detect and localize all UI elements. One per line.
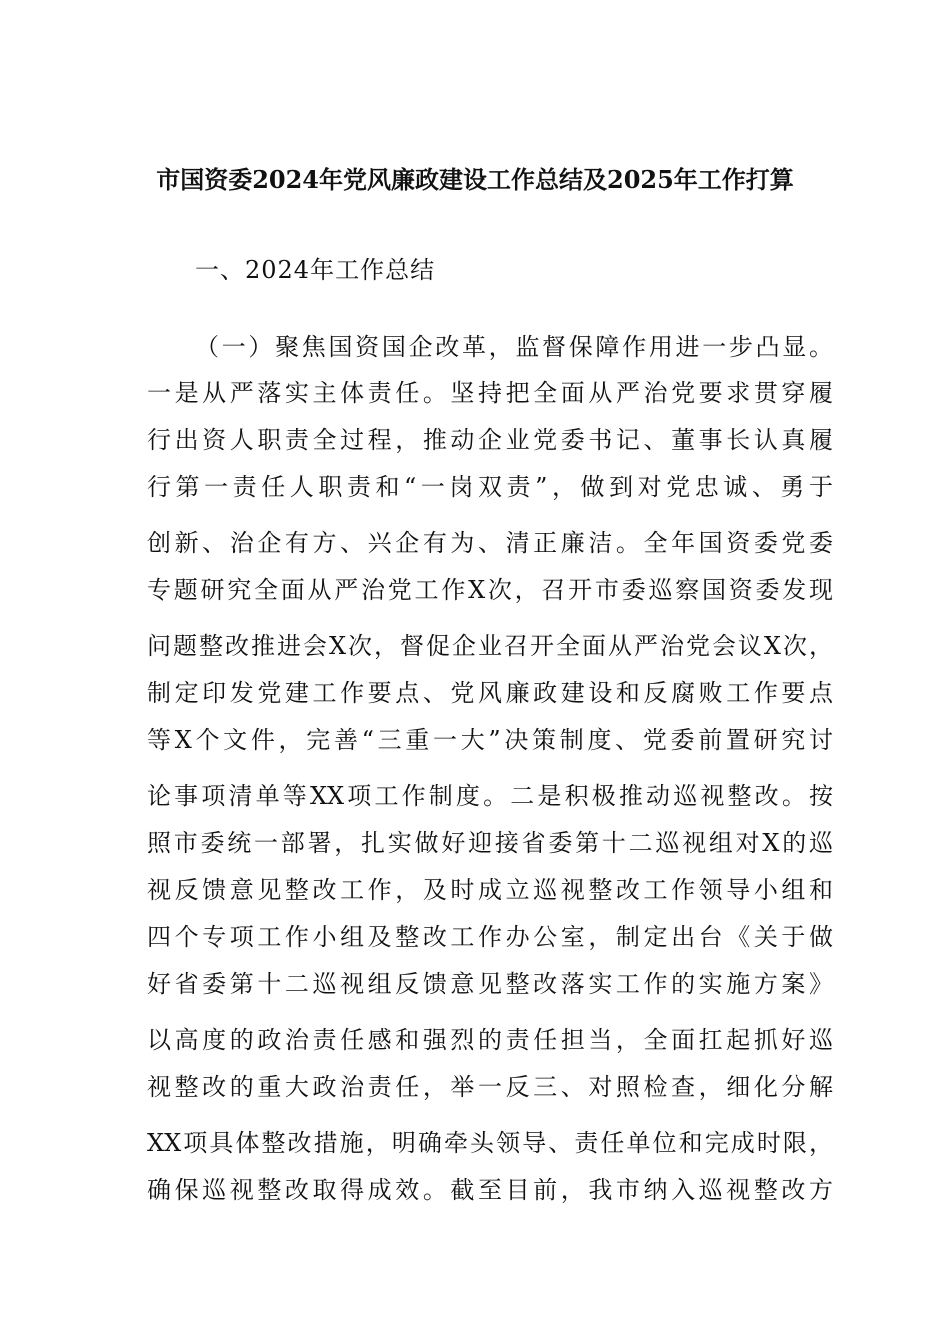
paragraph-line: 专题研究全面从严治党工作X次，召开市委巡察国资委发现 bbox=[147, 576, 833, 604]
paragraph-line: 以高度的政治责任感和强烈的责任担当，全面扛起抓好巡 bbox=[147, 1026, 833, 1054]
paragraph-line: 制定印发党建工作要点、党风廉政建设和反腐败工作要点 bbox=[147, 679, 833, 707]
paragraph-line: 行出资人职责全过程，推动企业党委书记、董事长认真履 bbox=[147, 426, 833, 454]
paragraph-line: 四个专项工作小组及整改工作办公室，制定出台《关于做 bbox=[147, 923, 833, 951]
paragraph-line: 一是从严落实主体责任。坚持把全面从严治党要求贯穿履 bbox=[147, 379, 833, 407]
paragraph-line: 好省委第十二巡视组反馈意见整改落实工作的实施方案》 bbox=[147, 970, 833, 998]
paragraph-line: 照市委统一部署，扎实做好迎接省委第十二巡视组对X的巡 bbox=[147, 829, 833, 857]
paragraph-line: 创新、治企有方、兴企有为、清正廉洁。全年国资委党委 bbox=[147, 529, 833, 557]
paragraph-line: 行第一责任人职责和“一岗双责”，做到对党忠诚、勇于 bbox=[147, 473, 833, 501]
paragraph-line: 问题整改推进会X次，督促企业召开全面从严治党会议X次， bbox=[147, 632, 833, 660]
paragraph-line: 视反馈意见整改工作，及时成立巡视整改工作领导小组和 bbox=[147, 876, 833, 904]
paragraph-line: 确保巡视整改取得成效。截至目前，我市纳入巡视整改方 bbox=[147, 1176, 833, 1204]
paragraph-line: 论事项清单等XX项工作制度。二是积极推动巡视整改。按 bbox=[147, 782, 833, 810]
paragraph-line: （一）聚焦国资国企改革，监督保障作用进一步凸显。 bbox=[195, 333, 833, 361]
section-heading: 一、2024年工作总结 bbox=[195, 256, 436, 284]
paragraph-line: XX项具体整改措施，明确牵头领导、责任单位和完成时限， bbox=[147, 1129, 833, 1157]
paragraph-line: 视整改的重大政治责任，举一反三、对照检查，细化分解 bbox=[147, 1073, 833, 1101]
paragraph-line: 等X个文件，完善“三重一大”决策制度、党委前置研究讨 bbox=[147, 726, 833, 754]
page-title: 市国资委2024年党风廉政建设工作总结及2025年工作打算 bbox=[156, 165, 794, 194]
